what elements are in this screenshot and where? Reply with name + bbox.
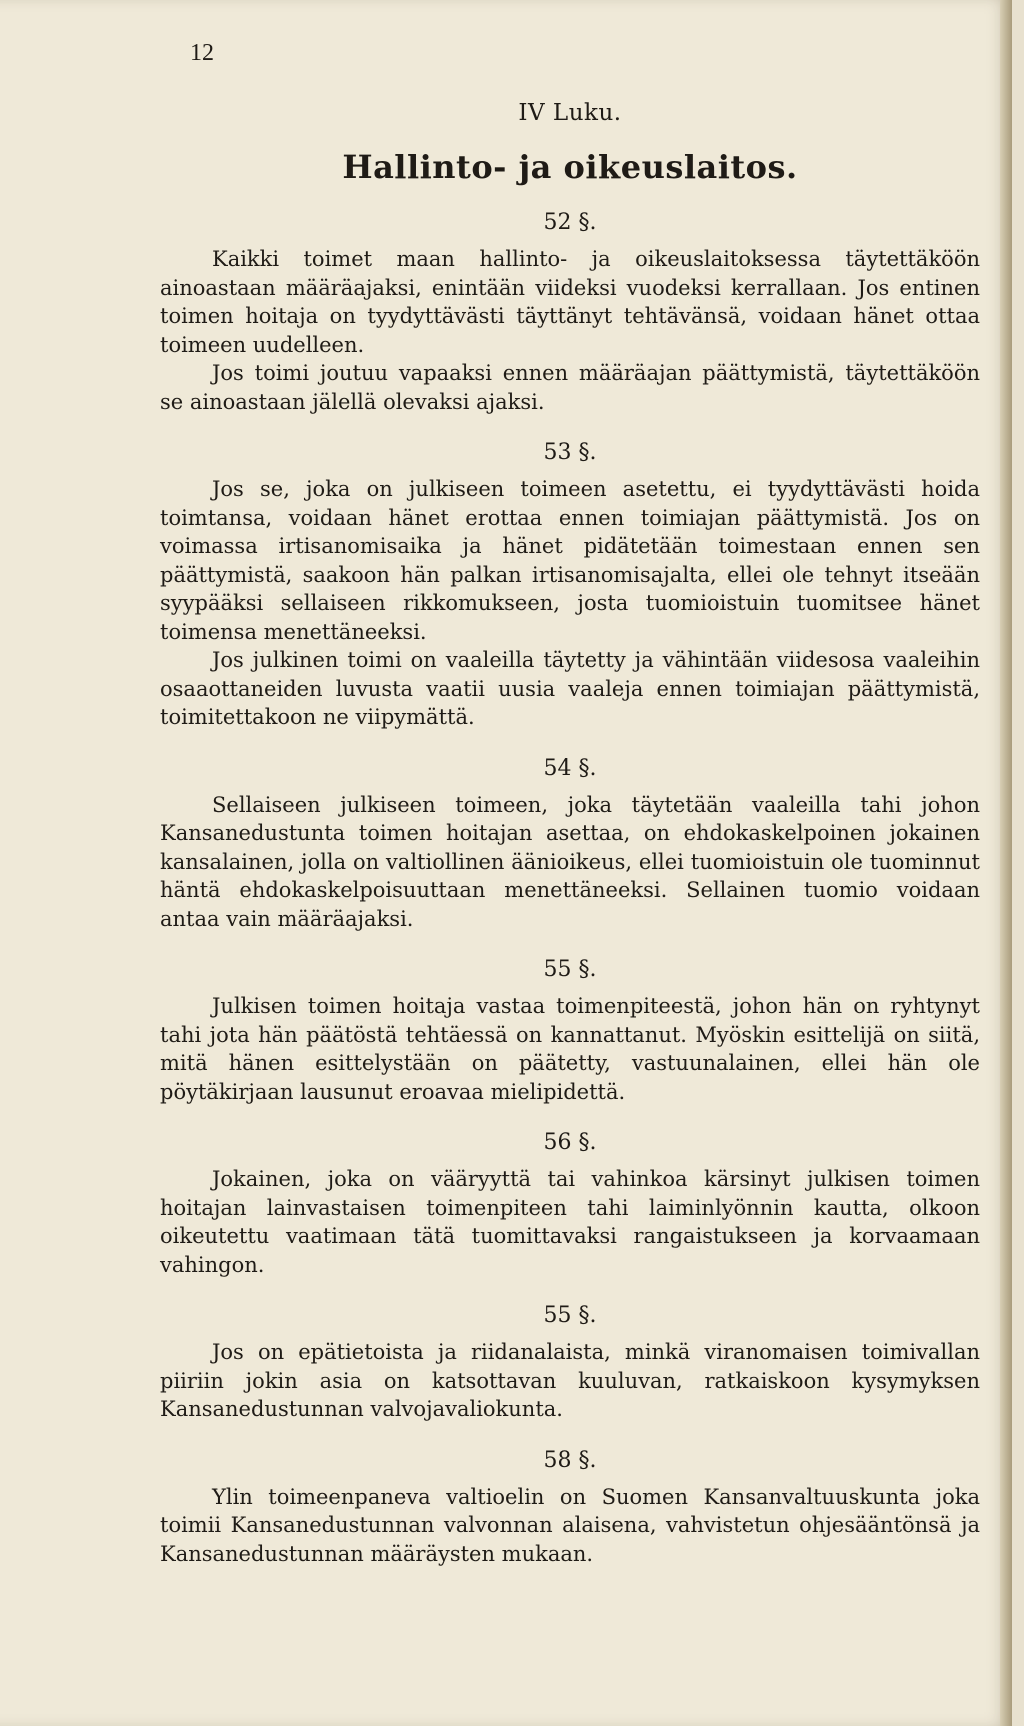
book-spine-edge — [1000, 0, 1012, 1726]
section-number: 55 §. — [543, 1303, 597, 1328]
paragraph: Sellaiseen julkiseen toimeen, joka täytetään vaaleilla tahi johon Kansanedustunta toimen hoitajan asettaa, on ehdokaskelpoinen jokainen kansalainen, jolla on valtiollinen äänioikeus, ellei tuomioistuin ole tuominnut häntä ehdokaskelpoisuuttaan menettäneeksi. Sellainen tuomio voidaan antaa vain määräajaksi. — [160, 792, 980, 931]
section-number: 54 §. — [543, 755, 597, 781]
chapter-title: Hallinto- ja oikeuslaitos. — [342, 148, 798, 186]
section-number: 58 §. — [543, 1447, 597, 1473]
page-number: 12 — [190, 40, 214, 66]
section-number: 53 §. — [543, 440, 597, 465]
section-52 — [160, 210, 980, 416]
section-number: 55 §. — [543, 957, 597, 982]
paragraph: Jokainen, joka on vääryyttä tai vahinkoa kärsinyt julkisen toimen hoitajan lainvastaisen toimenpiteen tahi laiminlyönnin kautta, olkoon oikeutettu vaatimaan tätä tuomittavaksi rangaistukseen ja korvaamaan vahingon. — [160, 1167, 980, 1277]
page-content — [160, 100, 980, 1568]
paragraph: Ylin toimeenpaneva valtioelin on Suomen Kansanvaltuuskunta joka toimii Kansanedustunnan valvonnan alaisena, vahvistetun ohjesääntönsä ja Kansanedustunnan määräysten mukaan. — [160, 1484, 980, 1566]
section-55 — [160, 957, 980, 1106]
paragraph: Jos julkinen toimi on vaaleilla täytetty ja vähintään viidesosa vaaleihin osaaottaneiden luvusta vaatii uusia vaaleja ennen toimiajan päättymistä, toimitettakoon ne viipymättä. — [160, 648, 980, 729]
section-53 — [160, 440, 980, 732]
chapter-heading: IV Luku. — [518, 100, 622, 126]
section-54 — [160, 756, 980, 934]
section-number: 56 §. — [543, 1130, 597, 1155]
paragraph: Jos on epätietoista ja riidanalaista, minkä viranomaisen toimivallan piiriin jokin asia on katsottavan kuuluvan, ratkaiskoon kysymyksen Kansanedustunnan valvojavaliokunta. — [160, 1340, 980, 1421]
section-58 — [160, 1448, 980, 1569]
section-56 — [160, 1130, 980, 1279]
paragraph: Julkisen toimen hoitaja vastaa toimenpiteestä, johon hän on ryhtynyt tahi jota hän päätöstä tehtäessä on kannattanut. Myöskin esittelijä on siitä, mitä hänen esittelystään on päätetty, vastuunalainen, ellei hän ole pöytäkirjaan lausunut eroavaa mielipidettä. — [160, 994, 980, 1104]
section-57 — [160, 1303, 980, 1424]
paragraph: Jos se, joka on julkiseen toimeen asetettu, ei tyydyttävästi hoida toimtansa, voidaan hänet erottaa ennen toimiajan päättymistä. Jos on voimassa irtisanomisaika ja hänet pidätetään toimestaan ennen sen päättymistä, saakoon hän palkan irtisanomisajalta, ellei ole tehnyt itseään syypääksi sellaiseen rikkomukseen, josta tuomioistuin tuomitsee hänet toimensa menettäneeksi. — [160, 477, 980, 644]
paragraph: Kaikki toimet maan hallinto- ja oikeuslaitoksessa täytettäköön ainoastaan määräajaksi, enintään viideksi vuodeksi kerrallaan. Jos entinen toimen hoitaja on tyydyttävästi täyttänyt tehtävänsä, voidaan hänet ottaa toimeen uudelleen. — [160, 247, 980, 357]
section-number: 52 §. — [543, 210, 597, 235]
paragraph: Jos toimi joutuu vapaaksi ennen määräajan päättymistä, täytettäköön se ainoastaan jälellä olevaksi ajaksi. — [160, 361, 980, 414]
